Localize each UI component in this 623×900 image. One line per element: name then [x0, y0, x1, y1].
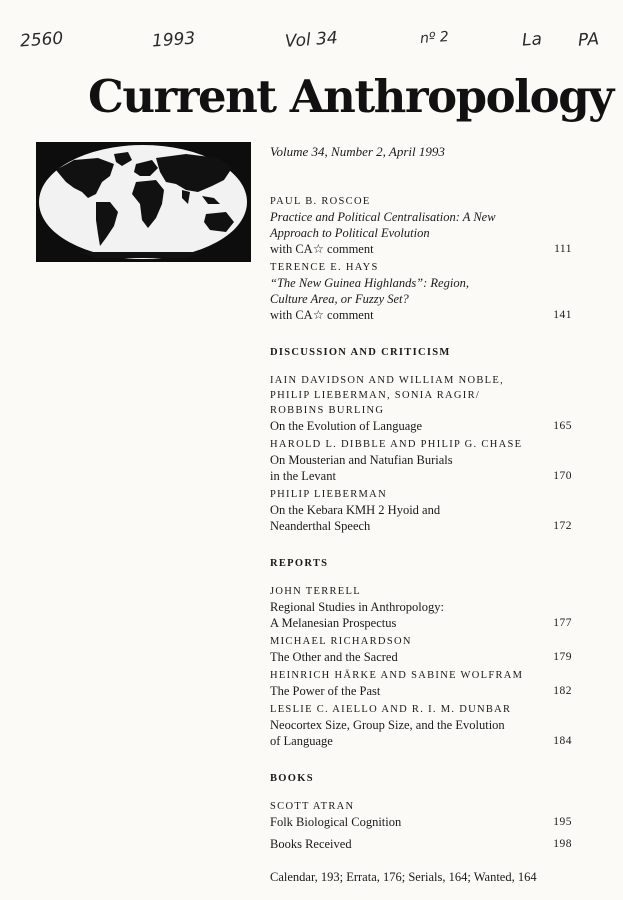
table-of-contents	[270, 144, 572, 885]
comment-note: with CA☆ comment	[270, 242, 374, 256]
toc-entry	[270, 836, 572, 852]
entry-title-row	[270, 649, 572, 665]
entry-title: A Melanesian Prospectus	[270, 616, 397, 630]
article-author: PAUL B. ROSCOE	[270, 196, 371, 207]
entry-title: On Mousterian and Natufian Burials	[270, 453, 453, 467]
comment-note: with CA☆ comment	[270, 308, 374, 322]
article-entry	[270, 260, 572, 323]
entry-author: JOHN TERRELL	[270, 586, 361, 597]
page-number: 170	[553, 470, 572, 482]
entry-title-row	[270, 615, 572, 631]
handwritten-note: 2560	[19, 28, 64, 52]
entry-title: The Other and the Sacred	[270, 650, 398, 664]
entry-title: On the Kebara KMH 2 Hyoid and	[270, 503, 441, 517]
toc-entry	[270, 584, 572, 631]
page-number: 179	[553, 651, 572, 663]
section-heading: REPORTS	[270, 558, 329, 569]
page-number: 141	[553, 309, 572, 321]
entry-title-row	[270, 518, 572, 534]
page-number: 172	[553, 520, 572, 532]
section-heading: BOOKS	[270, 773, 314, 784]
entry-title: On the Evolution of Language	[270, 419, 423, 433]
article-note-row	[270, 241, 572, 257]
entry-title-row	[270, 468, 572, 484]
page-number: 177	[553, 617, 572, 629]
article-entry	[270, 194, 572, 257]
entry-author: IAIN DAVIDSON AND WILLIAM NOBLE, PHILIP LIEBERMAN, SONIA RAGIR/ ROBBINS BURLING	[270, 375, 504, 416]
world-map-image	[36, 142, 251, 262]
entry-title: The Power of the Past	[270, 684, 381, 698]
entry-author: HEINRICH HÄRKE AND SABINE WOLFRAM	[270, 670, 524, 681]
article-title: “The New Guinea Highlands”: Region, Culture Area, or Fuzzy Set?	[270, 276, 469, 306]
section-heading: DISCUSSION AND CRITICISM	[270, 347, 451, 358]
entry-title: Regional Studies in Anthropology:	[270, 600, 444, 614]
entry-title-row	[270, 836, 572, 852]
page-number: 195	[553, 816, 572, 828]
page-number: 198	[553, 838, 572, 850]
toc-entry	[270, 799, 572, 830]
entry-title: in the Levant	[270, 469, 336, 483]
entry-title: Books Received	[270, 837, 352, 851]
footer-line: Calendar, 193; Errata, 176; Serials, 164; Wanted, 164	[270, 870, 537, 884]
entry-author: SCOTT ATRAN	[270, 801, 355, 812]
handwritten-note: 1993	[151, 28, 196, 52]
handwritten-note: La	[521, 29, 543, 51]
toc-entry	[270, 634, 572, 665]
page-number: 165	[553, 420, 572, 432]
toc-entry	[270, 487, 572, 534]
article-note-row	[270, 307, 572, 323]
entry-title: Neanderthal Speech	[270, 519, 371, 533]
entry-title: of Language	[270, 734, 333, 748]
entry-author: LESLIE C. AIELLO AND R. I. M. DUNBAR	[270, 704, 512, 715]
handwritten-note: nº 2	[419, 29, 450, 47]
entry-title-row	[270, 418, 572, 434]
article-author: TERENCE E. HAYS	[270, 262, 379, 273]
issue-line: Volume 34, Number 2, April 1993	[270, 144, 445, 159]
entry-title-row	[270, 814, 572, 830]
journal-title: Current Anthropology	[88, 70, 613, 123]
entry-title: Folk Biological Cognition	[270, 815, 402, 829]
entry-title: Neocortex Size, Group Size, and the Evolution	[270, 718, 505, 732]
toc-entry	[270, 373, 572, 434]
toc-entry	[270, 437, 572, 484]
toc-entry	[270, 702, 572, 749]
article-title: Practice and Political Centralisation: A New Approach to Political Evolution	[270, 210, 496, 240]
entry-title-row	[270, 683, 572, 699]
page-number: 111	[554, 243, 572, 255]
handwritten-note: Vol 34	[284, 28, 339, 52]
entry-author: MICHAEL RICHARDSON	[270, 636, 412, 647]
entry-author: PHILIP LIEBERMAN	[270, 489, 387, 500]
handwritten-note: PA	[577, 29, 600, 51]
page-number: 184	[553, 735, 572, 747]
page-number: 182	[553, 685, 572, 697]
entry-title-row	[270, 733, 572, 749]
toc-entry	[270, 668, 572, 699]
entry-author: HAROLD L. DIBBLE AND PHILIP G. CHASE	[270, 439, 523, 450]
